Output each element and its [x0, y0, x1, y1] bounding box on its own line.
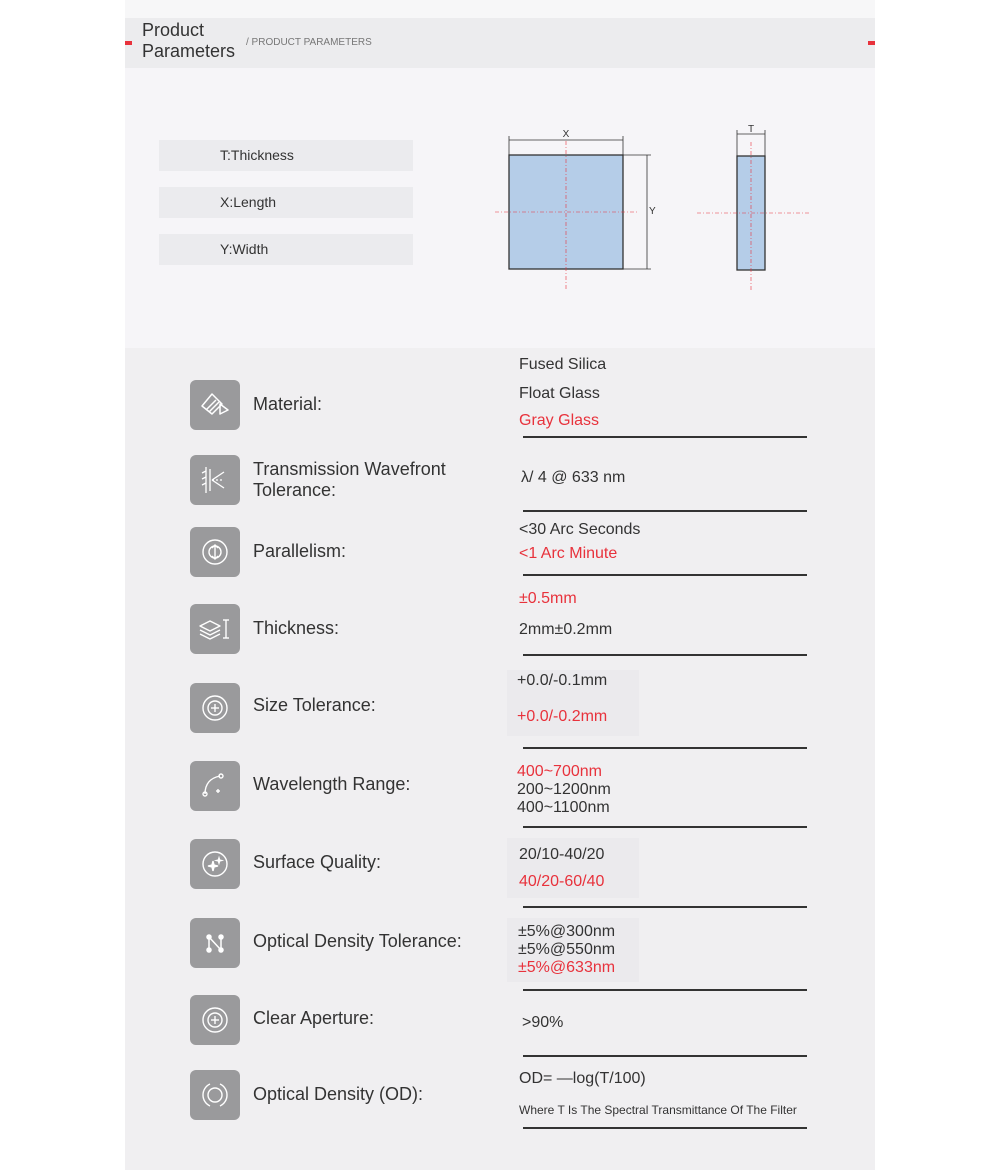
row-divider: [523, 989, 807, 991]
param-label-wavefront: [253, 459, 458, 501]
material-value-1: Fused Silica: [519, 356, 607, 373]
product-parameters-page: [125, 0, 875, 1170]
param-label-material: Material:: [253, 394, 323, 414]
section-header: [125, 18, 875, 68]
legend-label: Y:Width: [220, 241, 269, 257]
clear-aperture-value-1: >90%: [522, 1014, 564, 1031]
row-divider: [523, 826, 807, 828]
od-tolerance-value-2: ±5%@550nm: [518, 941, 616, 958]
wavefront-icon: [190, 455, 240, 505]
row-divider: [523, 1127, 807, 1129]
param-label-thickness: Thickness:: [253, 618, 340, 638]
wavefront-label-text: Transmission Wavefront Tolerance:: [253, 459, 446, 500]
page-subtitle: / PRODUCT PARAMETERS: [246, 37, 372, 48]
row-divider: [523, 654, 807, 656]
param-label-clear-aperture: Clear Aperture:: [253, 1008, 375, 1028]
parallelism-icon: [190, 527, 240, 577]
row-divider: [523, 510, 807, 512]
optical-density-value-1: OD= —log(T/100): [519, 1070, 646, 1087]
surface-quality-value-2: 40/20-60/40: [519, 873, 605, 890]
legend-label: T:Thickness: [220, 147, 294, 163]
od-tolerance-value-3: ±5%@633nm: [518, 959, 616, 976]
wavelength-icon: [190, 761, 240, 811]
thickness-icon: [190, 604, 240, 654]
row-divider: [523, 747, 807, 749]
parallelism-value-2: <1 Arc Minute: [519, 545, 618, 562]
clear-aperture-icon: [190, 995, 240, 1045]
size-tolerance-value-1: +0.0/-0.1mm: [517, 672, 608, 689]
param-label-wavelength: Wavelength Range:: [253, 774, 411, 794]
parallelism-value-1: <30 Arc Seconds: [519, 521, 641, 538]
material-icon: [190, 380, 240, 430]
param-label-size-tolerance: Size Tolerance:: [253, 695, 376, 715]
param-label-optical-density: Optical Density (OD):: [253, 1084, 424, 1104]
wavelength-value-1: 400~700nm: [517, 763, 602, 780]
legend-label: X:Length: [220, 194, 277, 210]
row-divider: [523, 1055, 807, 1057]
row-divider: [523, 574, 807, 576]
wavelength-value-3: 400~1100nm: [517, 799, 610, 816]
material-value-3: Gray Glass: [519, 412, 600, 429]
size-tolerance-icon: [190, 683, 240, 733]
surface-quality-icon: [190, 839, 240, 889]
size-tolerance-value-2: +0.0/-0.2mm: [517, 708, 608, 725]
param-label-od-tolerance: Optical Density Tolerance:: [253, 931, 462, 951]
accent-mark-right: [868, 41, 875, 45]
row-divider: [523, 906, 807, 908]
thickness-value-2: 2mm±0.2mm: [519, 621, 613, 638]
param-label-parallelism: Parallelism:: [253, 541, 347, 561]
y-label: Y: [649, 206, 656, 217]
accent-mark-left: [125, 41, 132, 45]
wavelength-value-2: 200~1200nm: [517, 781, 611, 798]
parameters-table: [125, 348, 875, 1170]
surface-quality-value-1: 20/10-40/20: [519, 846, 605, 863]
od-tolerance-value-1: ±5%@300nm: [518, 923, 616, 940]
page-title: Product Parameters: [142, 20, 236, 61]
dimension-diagram-area: [125, 68, 875, 348]
wavefront-value-1: λ/ 4 @ 633 nm: [521, 469, 626, 486]
thickness-value-1: ±0.5mm: [519, 590, 577, 607]
param-label-surface-quality: Surface Quality:: [253, 852, 382, 872]
dimension-diagram: [125, 68, 875, 348]
optical-density-value-2: Where T Is The Spectral Transmittance Of The Filter: [519, 1103, 797, 1117]
optical-density-icon: [190, 1070, 240, 1120]
material-value-2: Float Glass: [519, 385, 600, 402]
row-divider: [523, 436, 807, 438]
t-label: T: [747, 124, 755, 135]
od-tolerance-icon: [190, 918, 240, 968]
top-strip: [125, 0, 875, 18]
x-label: X: [562, 129, 570, 140]
